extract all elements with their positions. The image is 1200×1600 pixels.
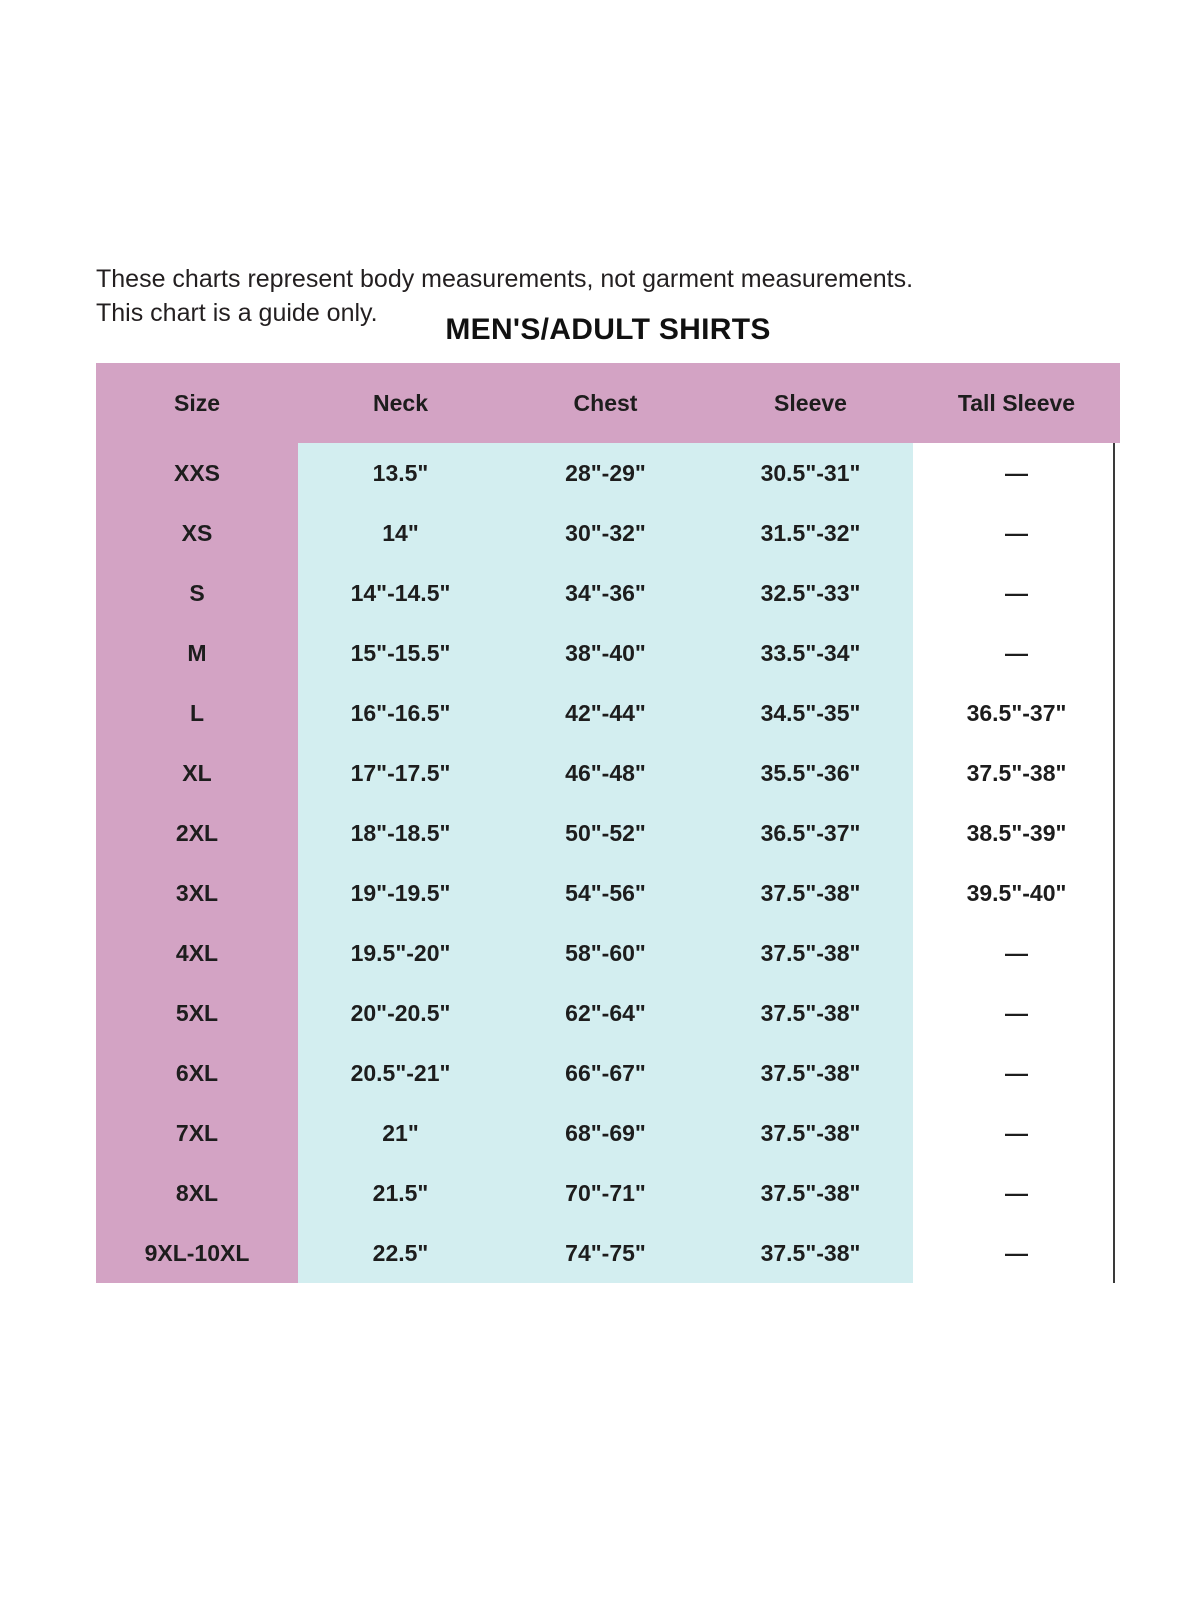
cell-chest: 34"-36"	[503, 563, 708, 623]
cell-size: 4XL	[96, 923, 298, 983]
table-header	[96, 363, 1120, 443]
table-row	[96, 1043, 1120, 1103]
table-row	[96, 1223, 1120, 1283]
cell-chest: 46"-48"	[503, 743, 708, 803]
table-row	[96, 623, 1120, 683]
intro-line-2: This chart is a guide only.	[96, 299, 378, 327]
cell-tall-sleeve: 37.5"-38"	[913, 743, 1120, 803]
cell-sleeve: 37.5"-38"	[708, 1223, 913, 1283]
table-row	[96, 803, 1120, 863]
cell-tall-sleeve: —	[913, 1103, 1120, 1163]
cell-size: 6XL	[96, 1043, 298, 1103]
cell-neck: 16"-16.5"	[298, 683, 503, 743]
cell-neck: 19"-19.5"	[298, 863, 503, 923]
cell-sleeve: 34.5"-35"	[708, 683, 913, 743]
table-body	[96, 443, 1120, 1283]
cell-size: L	[96, 683, 298, 743]
cell-sleeve: 37.5"-38"	[708, 1103, 913, 1163]
table-row	[96, 743, 1120, 803]
cell-tall-sleeve: —	[913, 1223, 1120, 1283]
cell-chest: 70"-71"	[503, 1163, 708, 1223]
cell-chest: 68"-69"	[503, 1103, 708, 1163]
cell-chest: 54"-56"	[503, 863, 708, 923]
cell-tall-sleeve: —	[913, 443, 1120, 503]
cell-sleeve: 30.5"-31"	[708, 443, 913, 503]
cell-size: 9XL-10XL	[96, 1223, 298, 1283]
column-header-chest: Chest	[503, 363, 708, 443]
cell-neck: 20.5"-21"	[298, 1043, 503, 1103]
cell-size: 2XL	[96, 803, 298, 863]
cell-tall-sleeve: 36.5"-37"	[913, 683, 1120, 743]
table-row	[96, 983, 1120, 1043]
cell-neck: 22.5"	[298, 1223, 503, 1283]
cell-tall-sleeve: —	[913, 623, 1120, 683]
cell-neck: 18"-18.5"	[298, 803, 503, 863]
cell-size: S	[96, 563, 298, 623]
cell-chest: 38"-40"	[503, 623, 708, 683]
cell-neck: 14"-14.5"	[298, 563, 503, 623]
cell-tall-sleeve: —	[913, 923, 1120, 983]
cell-chest: 28"-29"	[503, 443, 708, 503]
cell-chest: 50"-52"	[503, 803, 708, 863]
cell-sleeve: 37.5"-38"	[708, 863, 913, 923]
table-row	[96, 1103, 1120, 1163]
table-row	[96, 683, 1120, 743]
table-row	[96, 1163, 1120, 1223]
cell-chest: 58"-60"	[503, 923, 708, 983]
cell-sleeve: 31.5"-32"	[708, 503, 913, 563]
cell-tall-sleeve: —	[913, 563, 1120, 623]
cell-neck: 17"-17.5"	[298, 743, 503, 803]
cell-sleeve: 37.5"-38"	[708, 983, 913, 1043]
cell-neck: 15"-15.5"	[298, 623, 503, 683]
cell-size: 7XL	[96, 1103, 298, 1163]
table-row	[96, 563, 1120, 623]
cell-chest: 42"-44"	[503, 683, 708, 743]
right-edge-rule	[1113, 443, 1115, 1283]
table-row	[96, 863, 1120, 923]
cell-neck: 19.5"-20"	[298, 923, 503, 983]
intro-line-1: These charts represent body measurements, not garment measurements.	[96, 265, 914, 293]
cell-size: 3XL	[96, 863, 298, 923]
cell-chest: 62"-64"	[503, 983, 708, 1043]
cell-neck: 21.5"	[298, 1163, 503, 1223]
cell-size: 5XL	[96, 983, 298, 1043]
cell-chest: 30"-32"	[503, 503, 708, 563]
cell-size: XXS	[96, 443, 298, 503]
cell-sleeve: 35.5"-36"	[708, 743, 913, 803]
table-header-row	[96, 363, 1120, 443]
cell-size: XS	[96, 503, 298, 563]
cell-tall-sleeve: —	[913, 983, 1120, 1043]
table-row	[96, 923, 1120, 983]
cell-sleeve: 37.5"-38"	[708, 1163, 913, 1223]
cell-tall-sleeve: —	[913, 1043, 1120, 1103]
page-title: MEN'S/ADULT SHIRTS	[445, 313, 771, 346]
cell-neck: 20"-20.5"	[298, 983, 503, 1043]
cell-sleeve: 37.5"-38"	[708, 1043, 913, 1103]
cell-sleeve: 37.5"-38"	[708, 923, 913, 983]
cell-size: XL	[96, 743, 298, 803]
cell-tall-sleeve: 38.5"-39"	[913, 803, 1120, 863]
cell-size: M	[96, 623, 298, 683]
table-row	[96, 503, 1120, 563]
size-table	[96, 363, 1120, 1283]
cell-tall-sleeve: —	[913, 1163, 1120, 1223]
cell-sleeve: 33.5"-34"	[708, 623, 913, 683]
column-header-neck: Neck	[298, 363, 503, 443]
cell-size: 8XL	[96, 1163, 298, 1223]
column-header-size: Size	[96, 363, 298, 443]
cell-neck: 21"	[298, 1103, 503, 1163]
cell-tall-sleeve: 39.5"-40"	[913, 863, 1120, 923]
cell-sleeve: 32.5"-33"	[708, 563, 913, 623]
column-header-sleeve: Sleeve	[708, 363, 913, 443]
cell-chest: 74"-75"	[503, 1223, 708, 1283]
cell-neck: 14"	[298, 503, 503, 563]
cell-neck: 13.5"	[298, 443, 503, 503]
cell-tall-sleeve: —	[913, 503, 1120, 563]
cell-chest: 66"-67"	[503, 1043, 708, 1103]
column-header-tall-sleeve: Tall Sleeve	[913, 363, 1120, 443]
table-row	[96, 443, 1120, 503]
size-table-container	[96, 363, 1120, 1283]
cell-sleeve: 36.5"-37"	[708, 803, 913, 863]
